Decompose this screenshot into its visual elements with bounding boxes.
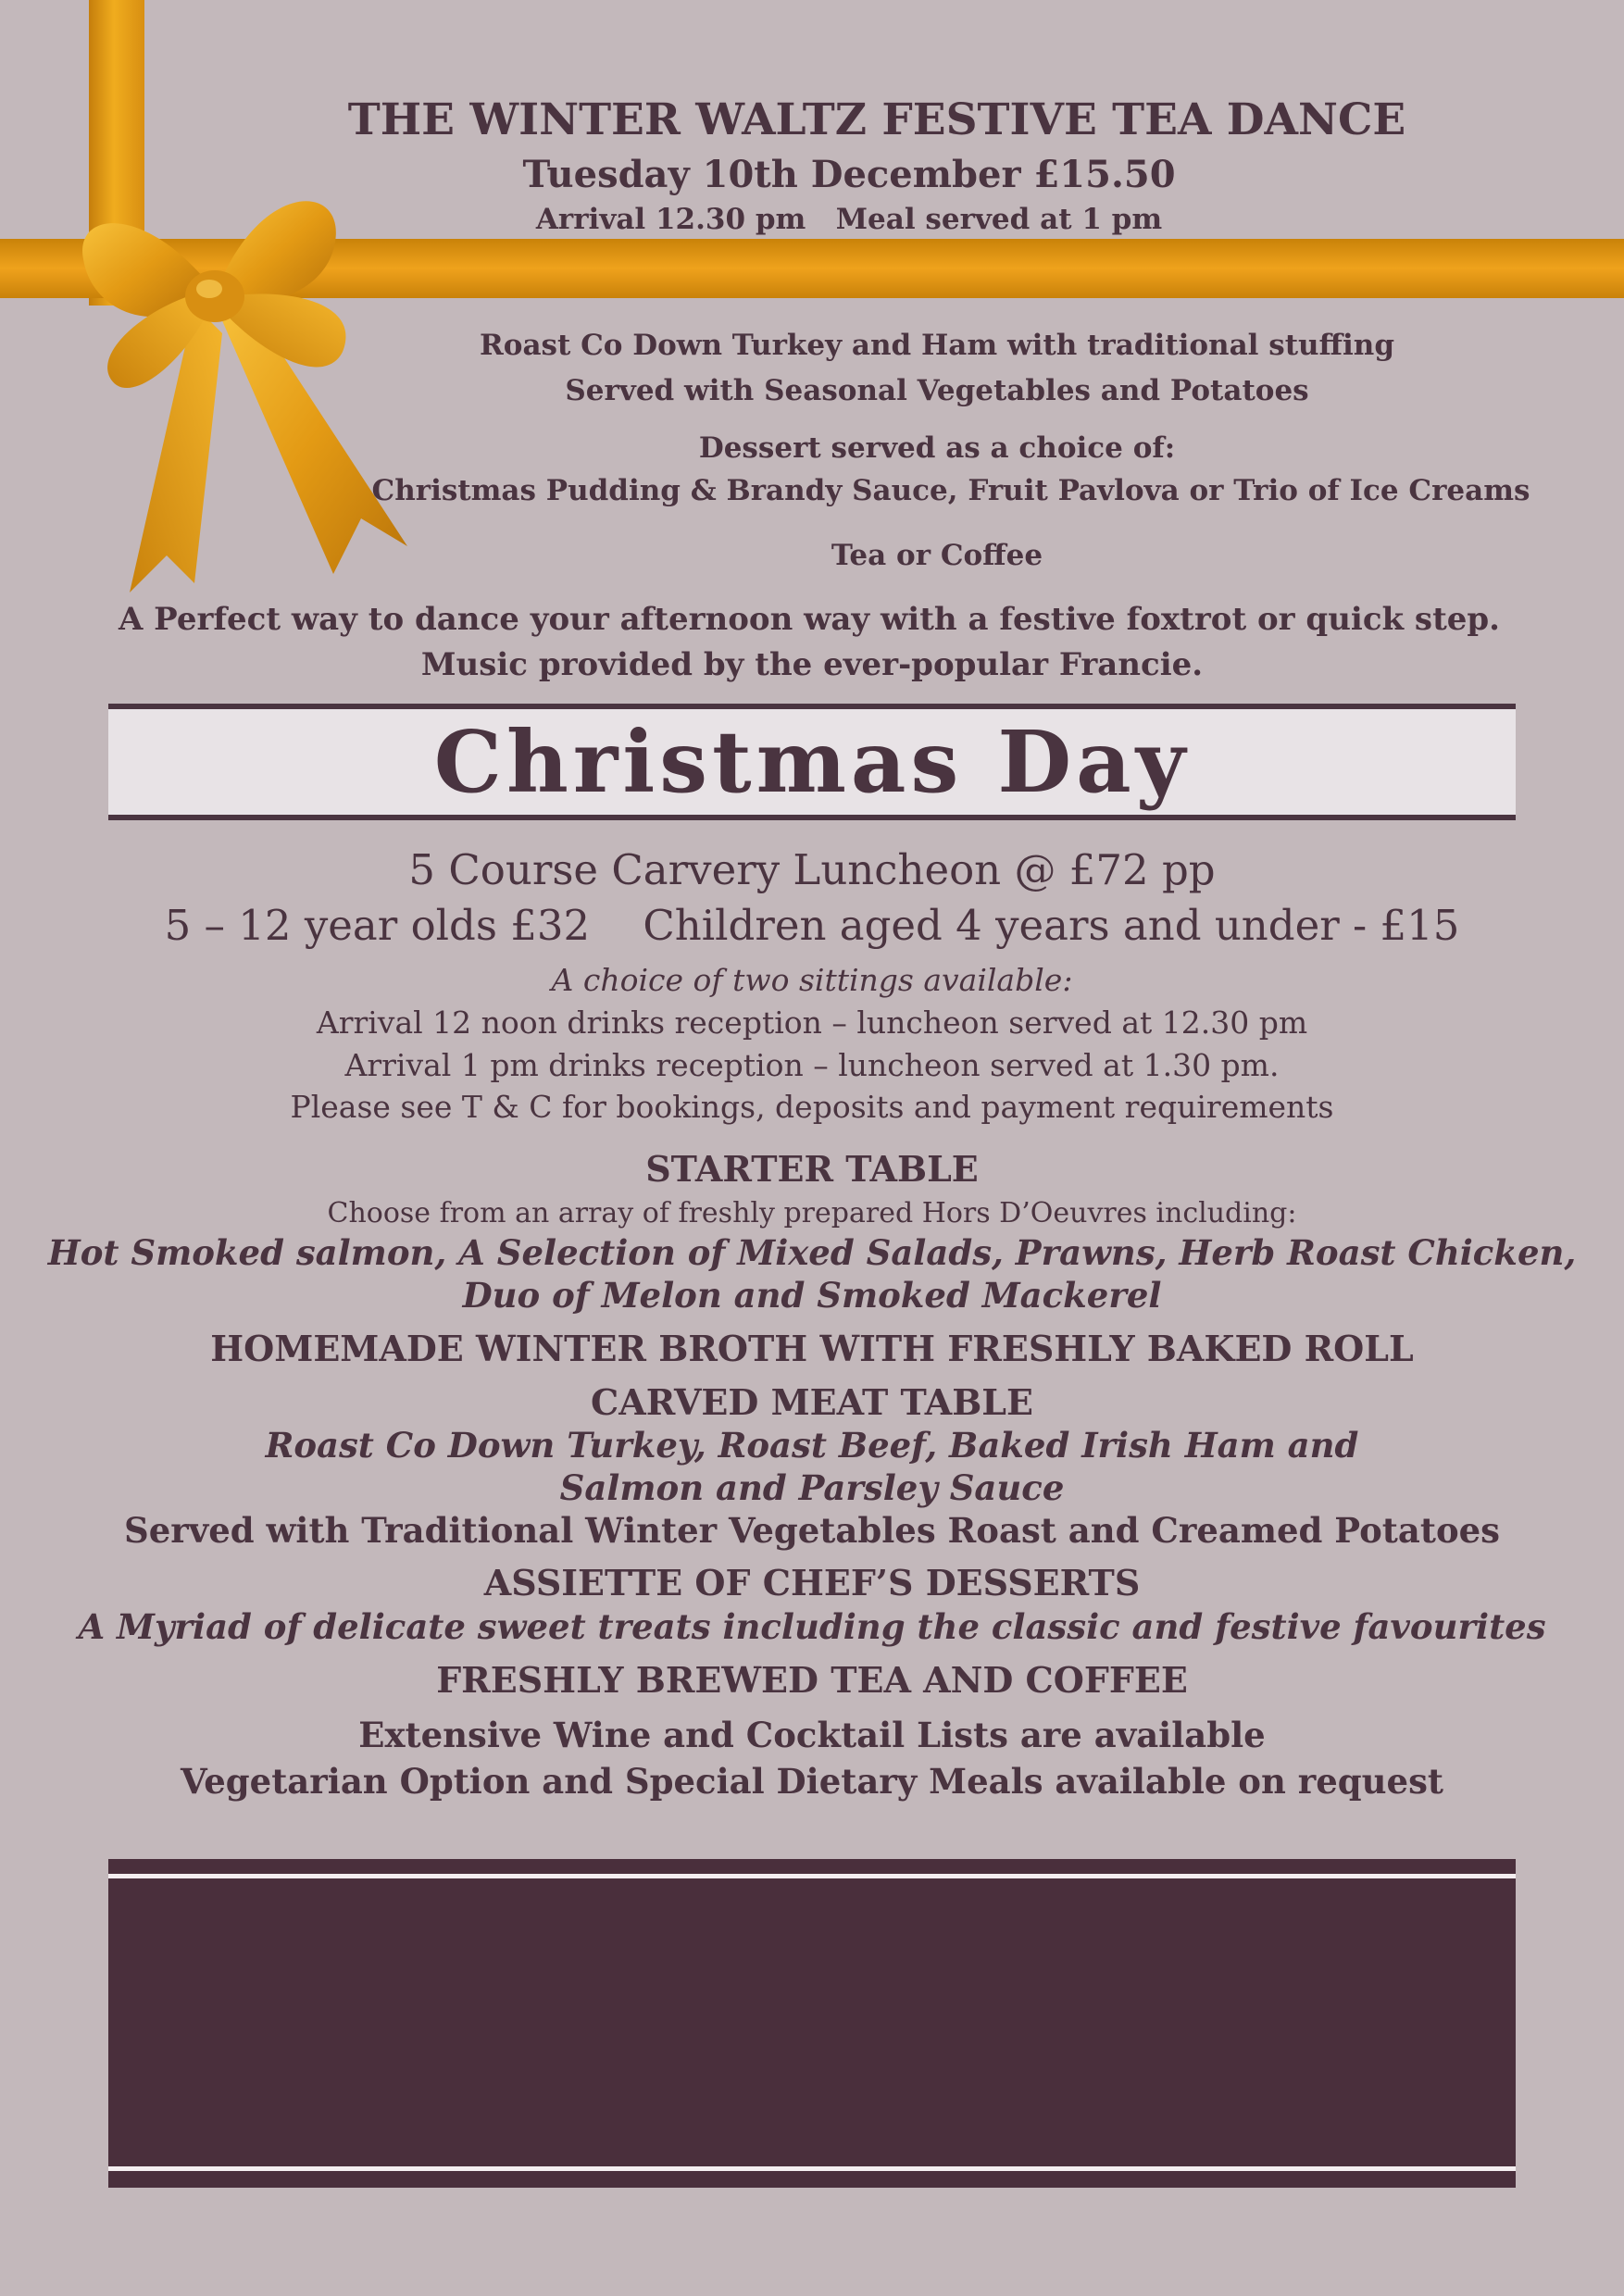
wine-note: Extensive Wine and Cocktail Lists are available bbox=[358, 1715, 1266, 1755]
meat-items-2: Salmon and Parsley Sauce bbox=[559, 1467, 1065, 1508]
starter-items-2: Duo of Melon and Smoked Mackerel bbox=[462, 1275, 1162, 1316]
tea-dance-date-price: Tuesday 10th December £15.50 bbox=[522, 153, 1176, 196]
sitting-1: Arrival 12 noon drinks reception – luncheon served at 12.30 pm bbox=[316, 1004, 1308, 1041]
tea-dance-times: Arrival 12.30 pm Meal served at 1 pm bbox=[535, 203, 1163, 236]
dessert-desc: A Myriad of delicate sweet treats including the classic and festive favourites bbox=[78, 1606, 1546, 1647]
tea-dance-dessert-options: Christmas Pudding & Brandy Sauce, Fruit Pavlova or Trio of Ice Creams bbox=[371, 474, 1530, 507]
tea-dance-title: THE WINTER WALTZ FESTIVE TEA DANCE bbox=[347, 94, 1406, 145]
footer-divider-top bbox=[108, 1874, 1516, 1878]
meat-items-1: Roast Co Down Turkey, Roast Beef, Baked Irish Ham and bbox=[265, 1425, 1359, 1466]
diet-note: Vegetarian Option and Special Dietary Meals available on request bbox=[180, 1761, 1444, 1802]
dessert-heading: ASSIETTE OF CHEF’S DESSERTS bbox=[483, 1562, 1141, 1603]
footer-panel bbox=[108, 1859, 1516, 2188]
footer-divider-bottom bbox=[108, 2166, 1516, 2171]
price-adult: 5 Course Carvery Luncheon @ £72 pp bbox=[408, 845, 1216, 894]
tea-dance-dessert-intro: Dessert served as a choice of: bbox=[698, 431, 1176, 465]
drinks-heading: FRESHLY BREWED TEA AND COFFEE bbox=[436, 1659, 1188, 1701]
starter-items-1: Hot Smoked salmon, A Selection of Mixed Salads, Prawns, Herb Roast Chicken, bbox=[47, 1232, 1577, 1273]
christmas-day-title: Christmas Day bbox=[433, 712, 1191, 812]
tea-dance-blurb-2: Music provided by the ever-popular Francie. bbox=[420, 646, 1204, 683]
terms-note: Please see T & C for bookings, deposits and payment requirements bbox=[290, 1089, 1334, 1125]
sitting-2: Arrival 1 pm drinks reception – luncheon served at 1.30 pm. bbox=[344, 1047, 1280, 1083]
tea-dance-main-1: Roast Co Down Turkey and Ham with traditional stuffing bbox=[480, 329, 1394, 362]
tea-dance-main-2: Served with Seasonal Vegetables and Potatoes bbox=[565, 374, 1309, 407]
meat-heading: CARVED MEAT TABLE bbox=[590, 1381, 1033, 1423]
sittings-intro: A choice of two sittings available: bbox=[551, 962, 1073, 998]
soup-heading: HOMEMADE WINTER BROTH WITH FRESHLY BAKED ROLL bbox=[210, 1328, 1414, 1369]
price-children: 5 – 12 year olds £32 Children aged 4 years and under - £15 bbox=[164, 901, 1460, 950]
starter-heading: STARTER TABLE bbox=[645, 1148, 979, 1190]
starter-intro: Choose from an array of freshly prepared Hors D’Oeuvres including: bbox=[327, 1197, 1297, 1229]
meat-sides: Served with Traditional Winter Vegetables Roast and Creamed Potatoes bbox=[123, 1510, 1501, 1551]
tea-dance-drinks: Tea or Coffee bbox=[831, 539, 1043, 572]
christmas-day-banner bbox=[108, 704, 1516, 820]
tea-dance-blurb-1: A Perfect way to dance your afternoon way with a festive foxtrot or quick step. bbox=[118, 601, 1501, 638]
